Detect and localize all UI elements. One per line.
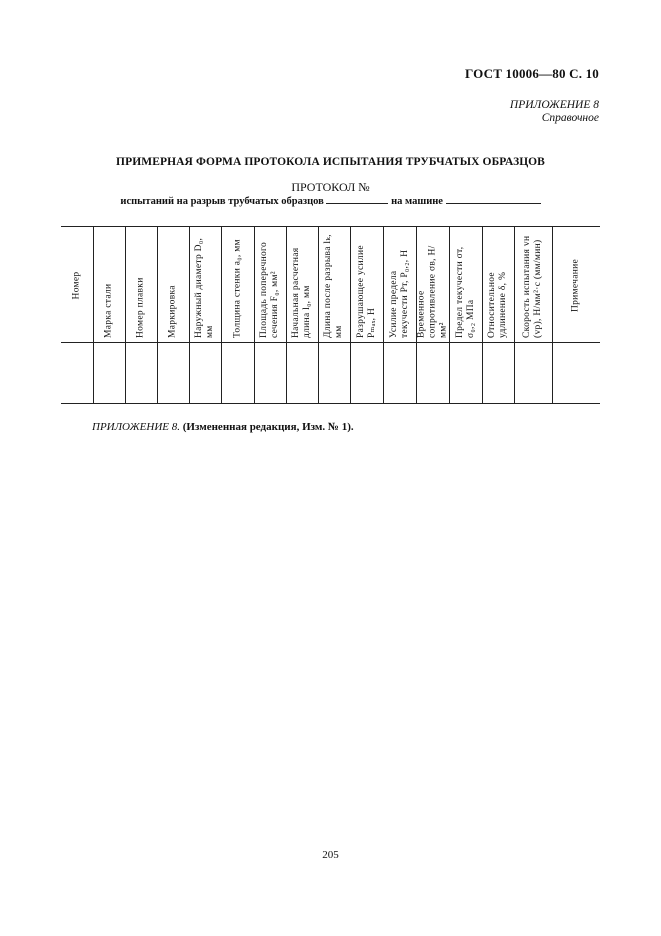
column-header — [221, 227, 254, 342]
column-header-label: Скорость испытания vн (vр), Н/мм²·с (мм/мин) — [522, 235, 543, 338]
column-header-label: Маркировка — [167, 285, 178, 338]
blank-line — [446, 194, 541, 204]
protocol-line-part1: испытаний на разрыв трубчатых образцов — [120, 196, 324, 207]
protocol-table — [61, 226, 600, 404]
column-header-label: Временное сопротивление σв, Н/мм² — [416, 245, 448, 338]
protocol-line-part2: на машине — [391, 196, 443, 207]
column-header-label: Номер плавки — [135, 277, 146, 338]
page-title: ПРИМЕРНАЯ ФОРМА ПРОТОКОЛА ИСПЫТАНИЯ ТРУБЧАТЫХ ОБРАЗЦОВ — [116, 156, 545, 168]
column-header-label: Наружный диаметр D₀, мм — [194, 237, 215, 338]
footnote — [92, 421, 354, 433]
column-header — [449, 227, 482, 342]
page-number: 205 — [322, 849, 339, 861]
column-header — [157, 227, 189, 342]
footnote-text: (Измененная редакция, Изм. № 1). — [182, 421, 354, 433]
standard-header: ГОСТ 10006—80 С. 10 — [465, 66, 599, 81]
column-header — [318, 227, 350, 342]
column-header — [254, 227, 286, 342]
column-header — [93, 227, 125, 342]
column-header-label: Предел текучести σт, σ₀,₂ МПа — [454, 246, 476, 338]
column-header — [482, 227, 514, 342]
column-header — [189, 227, 221, 342]
column-header — [286, 227, 318, 342]
protocol-subline — [0, 194, 661, 207]
appendix-label-block — [510, 99, 599, 125]
column-header — [61, 227, 93, 342]
column-header — [514, 227, 552, 342]
appendix-label: ПРИЛОЖЕНИЕ 8 — [509, 99, 599, 111]
column-header-label: Длина после разрыва lₖ, мм — [323, 234, 344, 338]
protocol-label: ПРОТОКОЛ № — [291, 180, 370, 194]
column-header-label: Примечание — [570, 258, 581, 313]
column-header — [383, 227, 416, 342]
footnote-ref: ПРИЛОЖЕНИЕ 8. — [92, 421, 180, 433]
column-header-label: Марка стали — [103, 283, 114, 338]
column-header — [552, 227, 600, 342]
appendix-kind: Справочное — [541, 112, 599, 124]
column-header-label: Начальная расчетная длина l₀, мм — [291, 247, 312, 338]
column-header-label: Номер — [71, 271, 82, 300]
column-header-label: Разрушающее усилие Pₘₐₓ, Н — [355, 245, 377, 338]
column-header — [350, 227, 383, 342]
column-header — [125, 227, 157, 342]
column-header-label: Усилие предела текучести Pт, P₀,₂, Н — [388, 249, 410, 338]
column-header-label: Площадь поперечного сечения F₀, мм² — [259, 241, 280, 338]
blank-line — [326, 194, 388, 204]
column-header-label: Толщина стенки a₀, мм — [232, 239, 242, 338]
column-header — [416, 227, 449, 342]
column-header-label: Относительное удлинение δ, % — [487, 271, 508, 338]
header-divider — [61, 342, 600, 343]
